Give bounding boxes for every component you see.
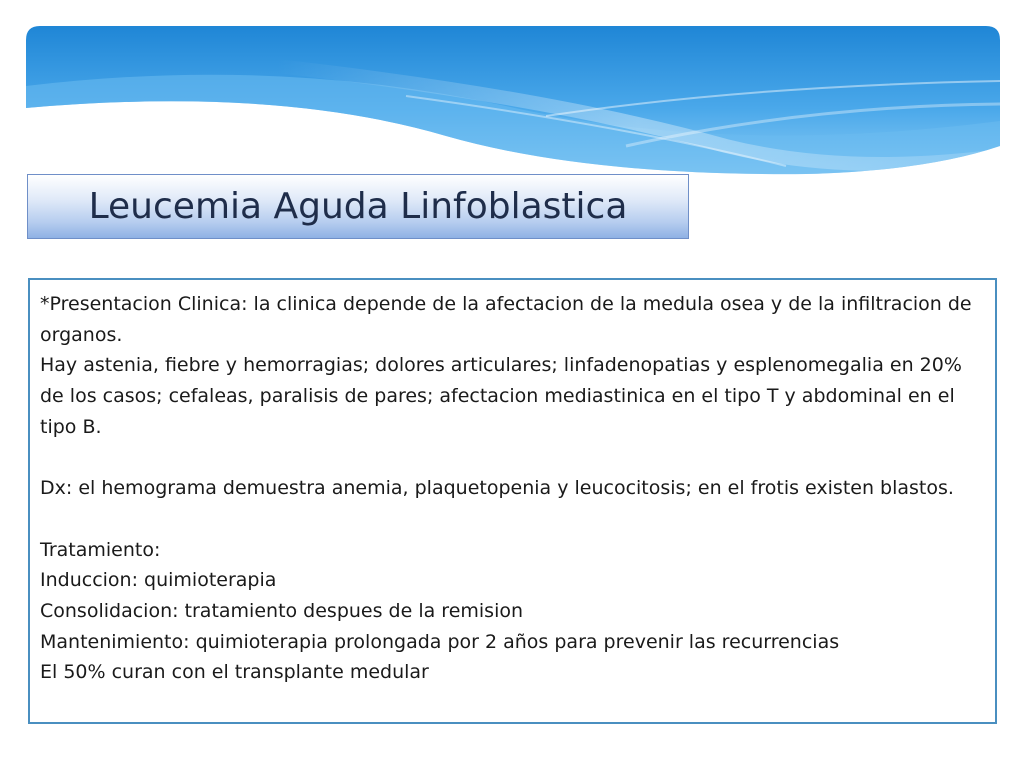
diagnosis-text: Dx: el hemograma demuestra anemia, plaquetopenia y leucocitosis; en el frotis existen blastos. (40, 477, 954, 500)
induction-text: Induccion: quimioterapia (40, 569, 277, 592)
cure-rate-text: El 50% curan con el transplante medular (40, 661, 429, 684)
title-box (27, 174, 689, 239)
decorative-wave-banner (26, 26, 1000, 176)
spacer (40, 504, 985, 535)
slide-title: Leucemia Aguda Linfoblastica (88, 186, 628, 227)
clinical-presentation-text: *Presentacion Clinica: la clinica depende de la afectacion de la medula osea y de la infiltracion de organos. (40, 293, 972, 346)
symptoms-text: Hay astenia, fiebre y hemorragias; dolores articulares; linfadenopatias y esplenomegalia en 20% de los casos; cefaleas, paralisis de pares; afectacion mediastinica en el tipo T y abdominal en el tipo B. (40, 354, 962, 438)
maintenance-text: Mantenimiento: quimioterapia prolongada por 2 años para prevenir las recurrencias (40, 630, 840, 653)
spacer (40, 443, 985, 474)
consolidation-text: Consolidacion: tratamiento despues de la remision (40, 600, 524, 622)
treatment-heading: Tratamiento: (40, 538, 161, 561)
content-box (28, 278, 997, 724)
